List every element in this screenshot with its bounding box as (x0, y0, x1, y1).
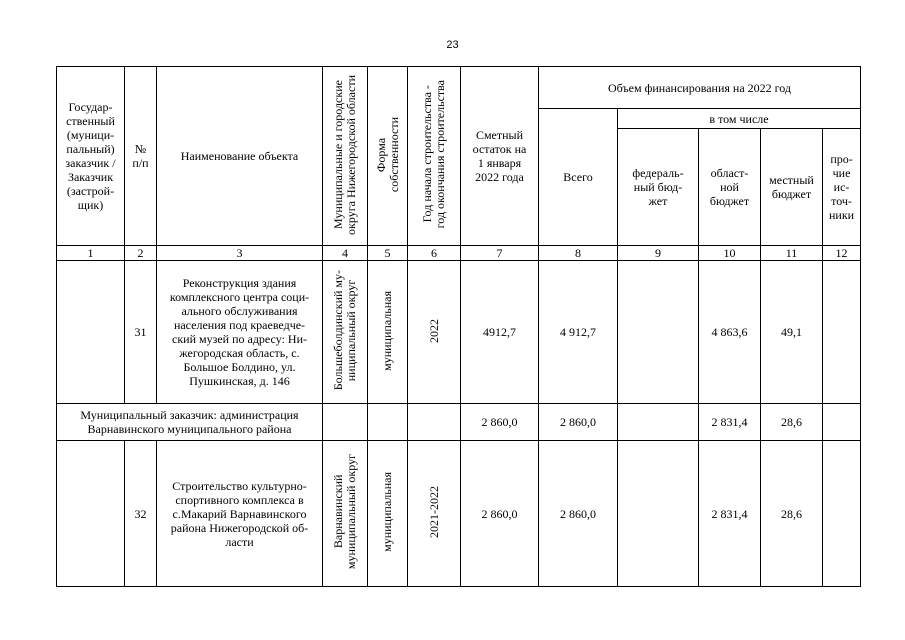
estimated-balance: 2 860,0 (461, 404, 539, 441)
header-including: в том числе (618, 109, 861, 129)
regional-budget: 4 863,6 (699, 261, 761, 404)
federal-budget (618, 261, 699, 404)
header-districts: Муниципальные и городские округа Нижегородской области (331, 74, 358, 235)
column-number: 2 (125, 246, 157, 261)
header-customer: Государ- ственный (муници- пальный) заказчик / Заказчик (застрой- щик) (57, 67, 125, 246)
page-number: 23 (446, 39, 459, 51)
header-local: местный бюджет (761, 129, 823, 246)
construction-years: 2022 (426, 318, 441, 343)
header-total: Всего (539, 109, 618, 246)
municipal-customer-label: Муниципальный заказчик: администрация Варнавинского муниципального района (57, 404, 323, 441)
object-name: Реконструкция здания комплексного центра соци- ального обслуживания населения под краеведче- ский музей по адресу: Ни- жегородская область, с. Большое Болдино, ул. Пушкинская, д. 146 (157, 261, 323, 404)
row-number: 32 (125, 441, 157, 587)
regional-budget: 2 831,4 (699, 441, 761, 587)
customer-row (57, 404, 861, 441)
header-federal: федераль- ный бюд- жет (618, 129, 699, 246)
estimated-balance: 2 860,0 (461, 441, 539, 587)
column-number: 3 (157, 246, 323, 261)
header-ownership: Форма собственности (373, 116, 401, 193)
header-other: про- чие ис- точ- ники (823, 129, 861, 246)
column-number: 10 (699, 246, 761, 261)
district-name: Варнавинский муниципальный округ (331, 454, 358, 570)
local-budget: 49,1 (761, 261, 823, 404)
funding-total: 2 860,0 (539, 404, 618, 441)
header-estimated-balance: Сметный остаток на 1 января 2022 года (461, 67, 539, 246)
column-numbers-row (57, 246, 861, 261)
funding-table (56, 66, 861, 587)
district-name: Большеболдинский му- ниципальный округ (331, 270, 358, 391)
column-number: 6 (408, 246, 461, 261)
column-number: 1 (57, 246, 125, 261)
federal-budget (618, 441, 699, 587)
construction-years: 2021-2022 (426, 486, 441, 538)
column-number: 12 (823, 246, 861, 261)
ownership-form: муниципальная (380, 472, 394, 552)
header-object-name: Наименование объекта (157, 67, 323, 246)
ownership-form: муниципальная (380, 290, 394, 371)
funding-total: 2 860,0 (539, 441, 618, 587)
object-name: Строительство культурно- спортивного комплекса в с.Макарий Варнавинского района Нижегородской об- ласти (157, 441, 323, 587)
header-number: № п/п (125, 67, 157, 246)
table-row (57, 441, 861, 587)
column-number: 7 (461, 246, 539, 261)
row-number: 31 (125, 261, 157, 404)
funding-total: 4 912,7 (539, 261, 618, 404)
other-sources (823, 261, 861, 404)
table-row (57, 261, 861, 404)
other-sources (823, 441, 861, 587)
column-number: 4 (323, 246, 368, 261)
column-number: 9 (618, 246, 699, 261)
header-years: Год начала строительства - год окончания строительства (420, 80, 447, 229)
estimated-balance: 4912,7 (461, 261, 539, 404)
local-budget: 28,6 (761, 441, 823, 587)
column-number: 11 (761, 246, 823, 261)
column-number: 8 (539, 246, 618, 261)
header-regional: област- ной бюджет (699, 129, 761, 246)
local-budget: 28,6 (761, 404, 823, 441)
regional-budget: 2 831,4 (699, 404, 761, 441)
column-number: 5 (368, 246, 408, 261)
header-funding-volume: Объем финансирования на 2022 год (539, 67, 861, 109)
